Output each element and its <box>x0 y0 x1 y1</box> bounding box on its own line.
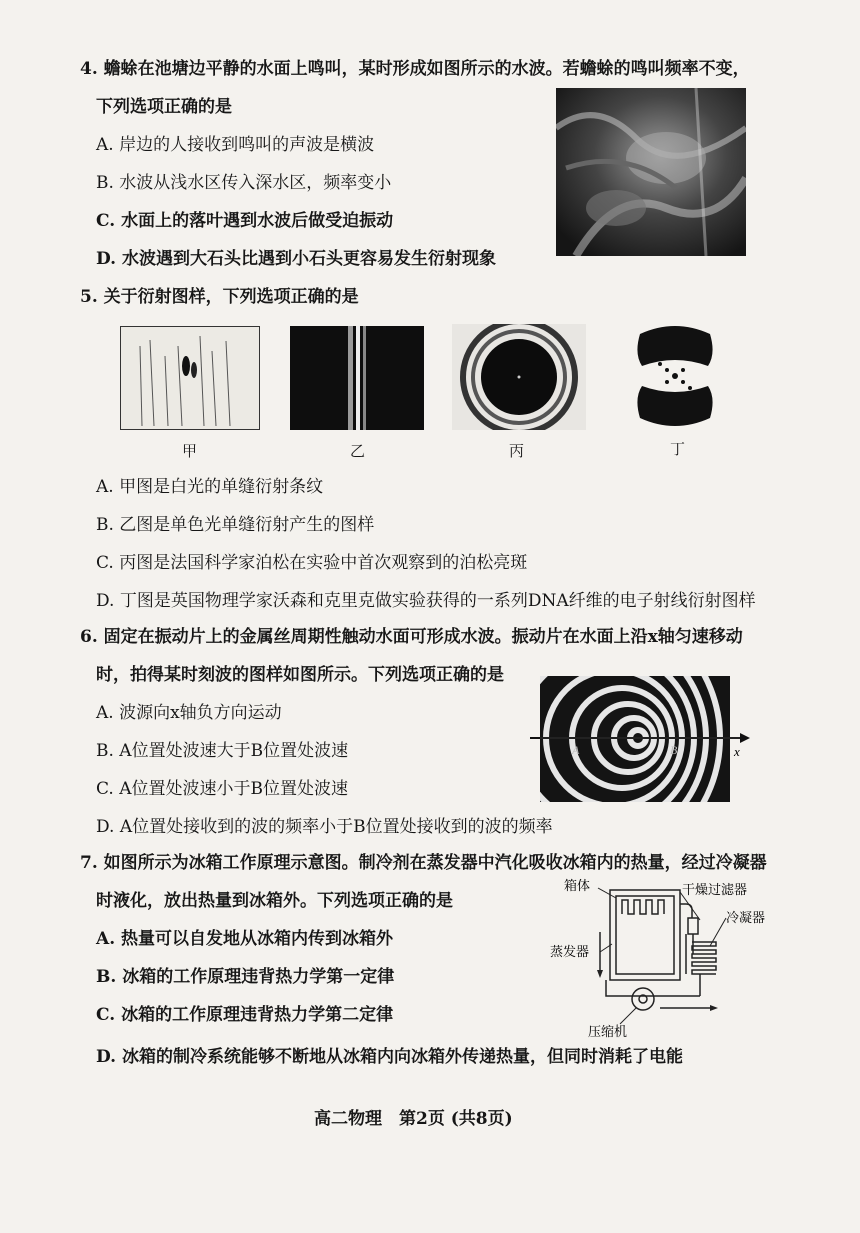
q5-figure-yi <box>290 326 424 430</box>
q6-x-axis-label: x <box>734 744 740 759</box>
q5-option-c: C. 丙图是法国科学家泊松在实验中首次观察到的泊松亮斑 <box>96 553 528 573</box>
q5-option-a: A. 甲图是白光的单缝衍射条纹 <box>96 477 324 497</box>
q5-option-d: D. 丁图是英国物理学家沃森和克里克做实验获得的一系列DNA纤维的电子射线衍射图样 <box>96 591 756 611</box>
q6-stem-line1: 6. 固定在振动片上的金属丝周期性触动水面可形成水波。振动片在水面上沿x轴匀速移动 <box>80 627 743 647</box>
q7-option-a: A. 热量可以自发地从冰箱内传到冰箱外 <box>96 929 394 949</box>
q6-option-a: A. 波源向x轴负方向运动 <box>96 703 282 723</box>
q5-stem: 5. 关于衍射图样，下列选项正确的是 <box>80 287 359 307</box>
q7-stem-line1: 7. 如图所示为冰箱工作原理示意图。制冷剂在蒸发器中汽化吸收冰箱内的热量，经过冷凝器 <box>80 853 767 873</box>
q4-toad-water-wave-photo <box>556 88 746 256</box>
page-footer: 高二物理 第2页 (共8页) <box>314 1109 513 1129</box>
q7-condenser-label: 冷凝器 <box>726 910 766 925</box>
q7-filter-label: 干燥过滤器 <box>682 882 748 897</box>
q5-caption-ding: 丁 <box>670 440 686 458</box>
q7-evaporator-label: 蒸发器 <box>550 944 590 959</box>
q4-stem-line2: 下列选项正确的是 <box>96 97 232 117</box>
q7-stem-line2: 时液化，放出热量到冰箱外。下列选项正确的是 <box>96 891 453 911</box>
q5-figure-bing <box>452 324 586 430</box>
q4-option-a: A. 岸边的人接收到鸣叫的声波是横波 <box>96 135 375 155</box>
q6-option-b: B. A位置处波速大于B位置处波速 <box>96 741 349 761</box>
q7-box-label: 箱体 <box>564 878 591 893</box>
q6-option-c: C. A位置处波速小于B位置处波速 <box>96 779 348 799</box>
q4-option-d: D. 水波遇到大石头比遇到小石头更容易发生衍射现象 <box>96 249 496 269</box>
q6-stem-line2: 时，拍得某时刻波的图样如图所示。下列选项正确的是 <box>96 665 504 685</box>
q4-stem-line1: 4. 蟾蜍在池塘边平静的水面上鸣叫，某时形成如图所示的水波。若蟾蜍的鸣叫频率不变， <box>80 59 750 79</box>
q5-caption-yi: 乙 <box>350 442 366 460</box>
q7-compressor-label: 压缩机 <box>588 1024 628 1039</box>
q7-option-d: D. 冰箱的制冷系统能够不断地从冰箱内向冰箱外传递热量，但同时消耗了电能 <box>96 1047 683 1067</box>
q5-caption-jia: 甲 <box>182 442 198 460</box>
q6-point-b-label: B <box>670 743 678 757</box>
q7-option-c: C. 冰箱的工作原理违背热力学第二定律 <box>96 1005 394 1025</box>
q5-figure-ding <box>630 324 720 428</box>
q6-moving-source-wave-figure <box>530 676 760 802</box>
q4-option-c: C. 水面上的落叶遇到水波后做受迫振动 <box>96 211 394 231</box>
q7-option-b: B. 冰箱的工作原理违背热力学第一定律 <box>96 967 395 987</box>
q6-point-a-label: A <box>572 743 580 757</box>
q5-option-b: B. 乙图是单色光单缝衍射产生的图样 <box>96 515 375 535</box>
q4-option-b: B. 水波从浅水区传入深水区，频率变小 <box>96 173 392 193</box>
q7-refrigerator-diagram <box>540 874 780 1042</box>
q5-caption-bing: 丙 <box>509 442 525 460</box>
q5-figure-jia <box>120 326 260 430</box>
q6-option-d: D. A位置处接收到的波的频率小于B位置处接收到的波的频率 <box>96 817 553 837</box>
